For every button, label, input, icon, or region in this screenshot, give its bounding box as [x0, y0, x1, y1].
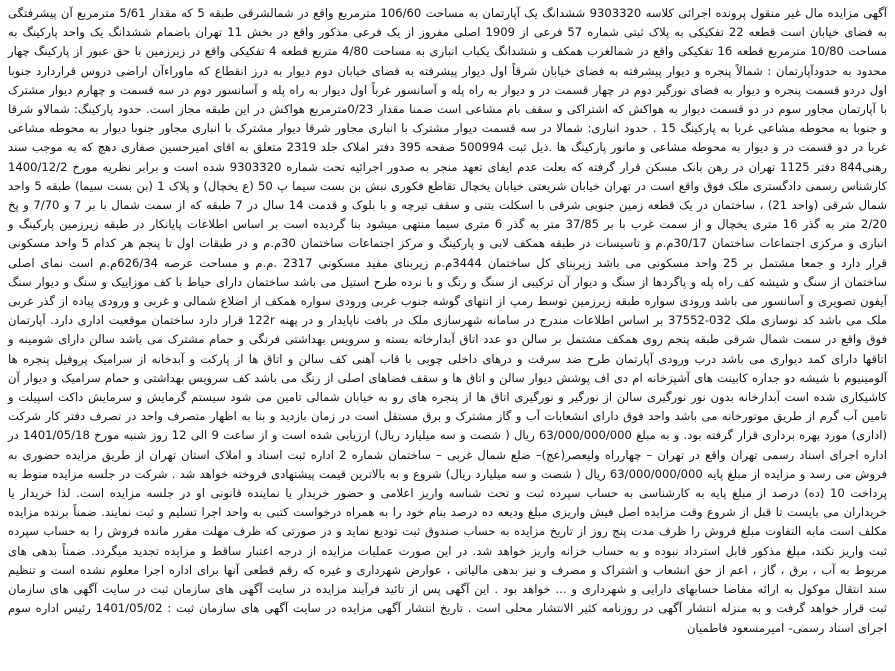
auction-notice-text: آگهی مزایده مال غیر منقول پرونده اجرائی کلاسه 9303320 ششدانگ یک آپارتمان به مساحت 106/60 مترمربع واقع در شمالشرقی طبقه 5 که مقدار 5/61 مترمربع آن پیشرفتگی به فضای خیابان است قطعه 22 تفکیکی به پلاک ثبتی شماره 57 فرعی از 1909 اصلی مفروز از یک فرعی مذکور واقع در بخش 11 تهران باضمام ششدانگ یک واحد پارکینگ به مساحت 10/80 مترمربع قطعه 16 تفکیکی واقع در شمالغرب همکف و ششدانگ یکباب انباری به مساحت 4/80 متربع قطعه 4 تفکیکی واقع در زیرزمین با حق عبور از پارکینگ چهار محدود به حدودآپارتمان : شمالاً پنجره و دیوار پیشرفته به فضای خیابان شرقاً اول دیوار پیشرفته به فضای خیابان دوم دیوار به درز انقطاع که ماوراءآن اراضی دروس قراردارد جنوبا اول دردو قسمت پنجره و دیوار به فضای نورگیر دوم در چهار قسمت در و دیوار به راه پله و آسانسور غرباً اول دیوار به راه پله و آسانسور دوم در سه قسمت و چهارم دیوار مشترک با آپارتمان مجاور سوم در دو قسمت دیوار به هواکش که اشتراکی و سقف بام مشاعی است ضمنا مقدار 0/23مترمربع هواکش در این طبقه مجاز است. حدود پارکینگ: شمالاو شرقا و جنوبا به محوطه مشاعی غربا به پارکینگ 15 . حدود انباری: شمالا در سه قسمت دیوار مشترک با انباری مجاور شرقا دیوار مشترک با انباری مجاور جنوبا دیوار به محوطه مشاعی غربا در دو قسمت در و دیوار به محوطه مشاعی و مانور پارکینگ ها .ذیل ثبت 500994 صفحه 395 دفتر املاک جلد 2319 متعلق به اقای امیرحسین صفاری دهچ که به موجب سند رهنی844 دفتر 1125 تهران در رهن بانک مسکن قرار گرفته که بعلت عدم ایفای تعهد منجر به صدور اجرائیه تحت شماره 9303320 شده است و برابر نظریه مورخ 1400/12/2 کارشناس رسمی دادگستری ملک فوق واقع است در تهران خیابان شریعتی خیابان یخچال تقاطع فکوری نبش بن بست سیما پ 50 (ع یخچال) و پلاک 1 (بن بست سیما) طبقه 5 واحد شمال شرقی (واحد 21) ، ساختمان در یک قطعه زمین جنوبی شرقی با اسکلت بتنی و سقف تیرچه و با بلوک و قدمت 14 سال در 7 طبقه که از سمت شمال با بر 7 و 7/70 و پخ 2/20 متر به گذر 16 متری یخچال و از سمت غرب با بر 37/85 متر به گذر 6 متری سیما منتهی میشود بنا گردیده است بر اساس اطلاعات پایانکار در طبقه زیرزمین پارکینگ و انباری و مرکزی اجتماعات ساختمان 30/17م.م و تاسیسات در طبقه همکف لابی و پارکینگ و مرکز اجتماعات ساختمان 30م.م و در طبقات اول تا پنجم هر کدام 5 واحد مسکونی قرار دارد و جمعا مشتمل بر 25 واحد مسکونی می باشد زیربنای کل ساختمان 3444م.م زیربنای مفید مسکونی 2317 .م.م و مساحت عرصه 626/34م.م است نمای اصلی ساختمان از سنگ و شیشه کف راه پله و پاگردها از سنگ و دیوار آن ترکیبی از سنگ و رنگ و با نرده طرح استیل می باشد ساختمان دارای حیاط با کف موزاییک و سنگ و دیوار سنگ آیفون تصویری و آسانسور می باشد ورودی سواره طبقه زیرزمین توسط رمپ از انتهای گوشه جنوب غربی ورودی سواره همکف از اضلاع شمالی و غربی و ورودی پیاده از گذر غربی ملک می باشد کد نوسازی ملک 032-37552 بر اساس اطلاعات مندرج در سامانه شهرسازی ملک در بافت ناپایدار و در پهنه 122r قرار دارد ساختمان موقعیت اداری دارد. آپارتمان فوق واقع در سمت شمال شرقی طبقه پنجم روی همکف مشتمل بر سالن دو عدد اتاق آبدارخانه بسته و سرویس بهداشتی فرنگی و حمام مشترک می باشد سالن دارای شومینه و اتاقها دارای کمد دیواری می باشد درب ورودی آپارتمان طرح ضد سرقت و درهای داخلی چوبی با قاب آهنی کف سالن و اتاق ها از پارکت و آبدخانه از سرامیک پروفیل پنجره ها آلومینیوم با شیشه دو جداره کابینت های آشپزخانه ام دی اف پوشش دیوار سالن و اتاق ها و سقف فضاهای اصلی از رنگ می باشد کف سرویس بهداشتی و حمام سرامیک و دیوار آن کاشیکاری شده است آبدارخانه بدون نور نورگیری سالن از نورگیر و نورگیری اتاق ها از پنجره های رو به خیابان شمالی تامین می شود سیستم گرمایش و سرمایش داکت اسپیلت و تامین آب گرم از طریق موتورخانه می باشد واحد فوق دارای انشعابات آب و گاز مشترک و برق مستقل است در زمان بازدید و بنا به اظهار متصرف واحد در تصرف دفتر کار شرکت (اداری) مورد بهره برداری قرار گرفته بود. و به مبلغ 63/000/000/000 ریال ( شصت و سه میلیارد ریال) ارزیابی شده است و از ساعت 9 الی 12 روز شنبه مورخ 1401/05/18 در اداره اجرای اسناد رسمی تهران واقع در تهران – چهارراه ولیعصر(عج)– ضلع شمال غربی – ساختمان شماره 2 اداره ثبت اسناد و املاک استان تهران از طریق مزایده حضوری به فروش می رسد و مزایده از مبلغ پایه 63/000/000/000 ریال ( شصت و سه میلیارد ریال) شروع و به بالاترین قیمت پیشنهادی فروخته خواهد شد . شرکت در جلسه مزایده منوط به پرداخت 10 (ده) درصد از مبلغ پایه به کارشناسی به حساب سپرده ثبت و تحت شناسه واریز اعلامی و حضور خریدار یا نماینده قانونی او در جلسه مزایده است. لذا خریدار یا خریداران می بایست تا قبل از شروع وقت مزایده اصل فیش واریزی مبلغ ودیعه ده درصد بنام خود را به همراه درخواست کتبی به واحد اجرا تسلیم و ثبت نمایند. ضمناً برنده مزایده مکلف است مابه التفاوت مبلغ فروش را ظرف مدت پنج روز از تاریخ مزایده به حساب صندوق ثبت تودیع نماید و در صورتی که ظرف مهلت مقرر مانده فروش را به حساب سپرده ثبت واریز نکند، مبلغ مذکور قابل استرداد نبوده و به حساب خزانه واریز خواهد شد. در این صورت عملیات مزایده از درجه اعتبار ساقط و مزایده تجدید میگردد. ضمناً بدهی های مربوط به آب ، برق ، گاز ، اعم از حق انشعاب و اشتراک و مصرف و نیز بدهی مالیاتی ، عوارض شهرداری و غیره که رقم قطعی آنها برای اداره اجرا معلوم نشده است و تنظیم سند انتقال موکول به ارائه مفاصا حسابهای دارایی و شهرداری و ... خواهد بود . این آگهی پس از تائید فرآیند مزایده در سایت آگهی های سازمان ثبت در سایت آگهی های سازمان ثبت قرار خواهد گرفت و به منزله انتشار آگهی در روزنامه کثیر الانتشار محلی است . تاریخ انتشار آگهی مزایده در سایت آگهی های سازمان ثبت : 1401/05/02 رئیس اداره سوم اجرای اسناد رسمی- امیرمسعود فاطمیان: [8, 6, 888, 635]
